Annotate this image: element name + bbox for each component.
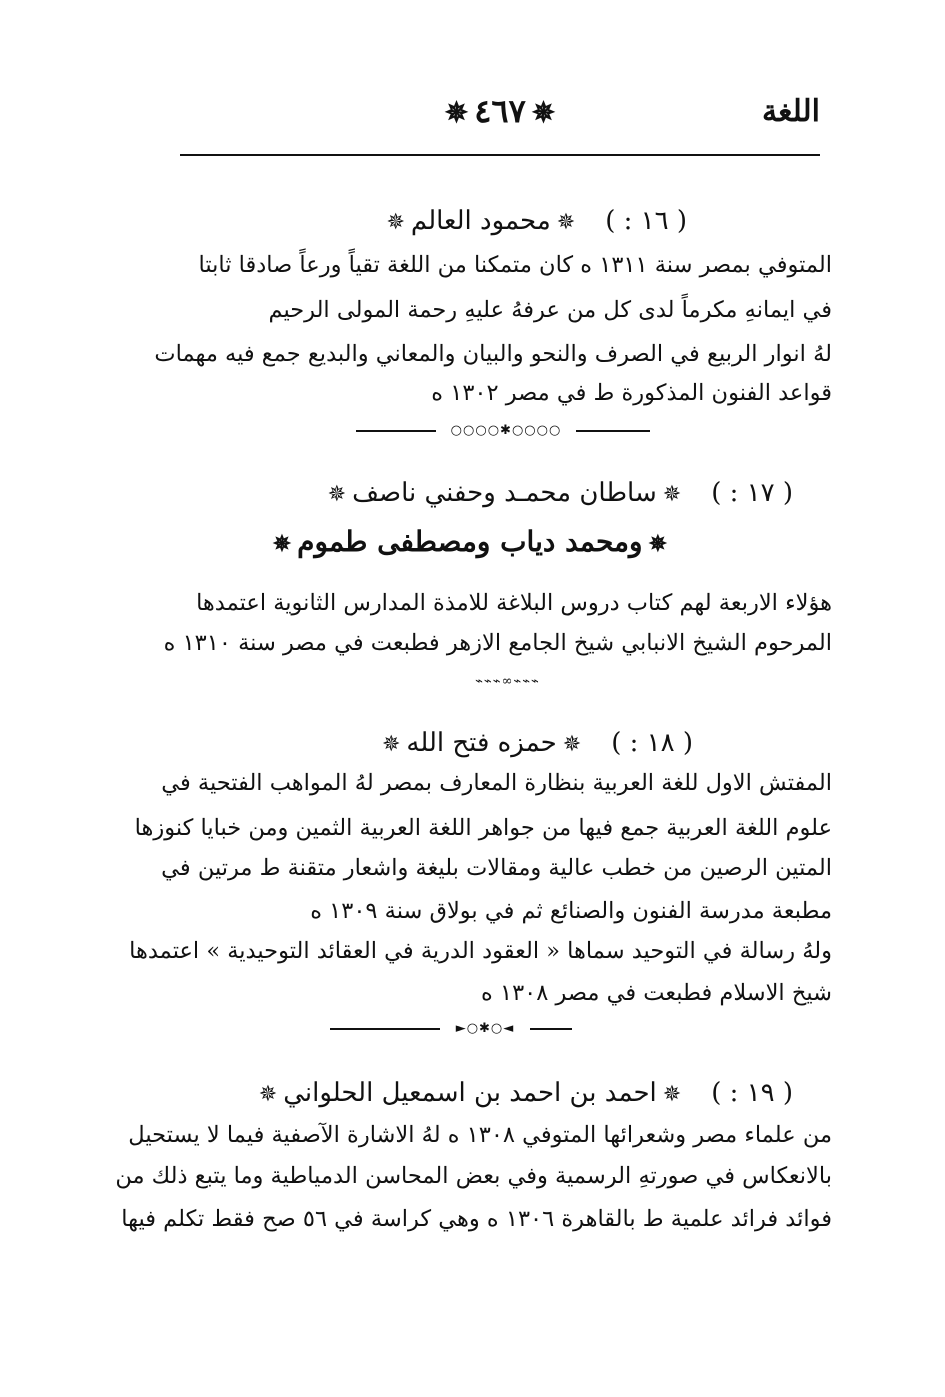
text-line: المفتش الاول للغة العربية بنظارة المعارف بمصر لهُ المواهب الفتحية في [161,770,832,796]
entry-number: ( ١٦ : ) [605,206,687,236]
text-line: هؤلاء الاربعة لهم كتاب دروس البلاغة للامذة المدارس الثانوية اعتمدها [196,590,832,616]
page-number-block [439,92,562,130]
header-rule [180,154,820,156]
star-ornament-icon: ✵ [562,732,582,757]
entry-heading-continued [267,525,673,558]
text-line: المتين الرصين من خطب عالية ومقالات بليغة واشعار متقنة ط مرتين في [161,855,832,881]
text-line: فوائد فرائد علمية ط بالقاهرة ١٣٠٦ ه وهي كراسة في ٥٦ صح فقط تكلم فيها [121,1206,832,1232]
page-number: ٤٦٧ [474,92,526,130]
section-divider: ►○✱○◄ [330,1022,572,1036]
entry-name: حمزه فتح الله [406,728,557,758]
text-line: ولهُ رسالة في التوحيد سماها « العقود الدرية في العقائد التوحيدية » اعتمدها [129,938,832,964]
entry-heading [322,478,793,508]
text-line: المرحوم الشيخ الانبابي شيخ الجامع الازهر فطبعت في مصر سنة ١٣١٠ ه [163,630,832,656]
star-ornament-icon: ✵ [531,96,556,129]
entry-number: ( ١٩ : ) [711,1078,793,1108]
entry-heading [376,728,693,758]
entry-name: ساطان محمـد وحفني ناصف [352,478,657,508]
entry-heading [253,1078,793,1108]
star-ornament-icon: ✵ [662,482,682,507]
text-line: علوم اللغة العربية جمع فيها من جواهر اللغة العربية الثمين ومن خبايا كنوزها [134,815,832,841]
star-ornament-icon: ✵ [556,210,576,235]
text-line: المتوفي بمصر سنة ١٣١١ ه كان متمكنا من اللغة تقياً ورعاً صادقا ثابتا [198,252,832,278]
entry-name-line2: ومحمد دياب ومصطفى طموم [297,525,643,558]
entry-heading [380,206,687,236]
text-line: شيخ الاسلام فطبعت في مصر ١٣٠٨ ه [481,980,832,1006]
section-divider: ○○○○✱○○○○ [356,424,650,438]
star-ornament-icon: ✵ [272,531,292,557]
star-ornament-icon: ✵ [327,482,347,507]
text-line: مطبعة مدرسة الفنون والصنائع ثم في بولاق سنة ١٣٠٩ ه [310,898,832,924]
star-ornament-icon: ✵ [662,1082,682,1107]
section-divider: ⌁⌁⌁∞⌁⌁⌁ [475,674,540,689]
star-ornament-icon: ✵ [386,210,405,235]
star-ornament-icon: ✵ [444,96,469,129]
entry-number: ( ١٨ : ) [611,728,693,758]
text-line: لهُ انوار الربيع في الصرف والنحو والبيان والمعاني والبديع جمع فيه مهمات [154,341,832,367]
running-header [180,92,820,142]
entry-name: محمود العالم [410,206,551,236]
star-ornament-icon: ✵ [258,1082,278,1107]
entry-name: احمد بن احمد بن اسمعيل الحلواني [283,1078,657,1108]
text-line: قواعد الفنون المذكورة ط في مصر ١٣٠٢ ه [431,380,832,406]
text-line: من علماء مصر وشعرائها المتوفي ١٣٠٨ ه لهُ الاشارة الآصفية فيما لا يستحيل [128,1122,832,1148]
text-line: في ايمانهِ مكرماً لدى كل من عرفهُ عليهِ رحمة المولى الرحيم [268,297,832,323]
entry-number: ( ١٧ : ) [711,478,793,508]
star-ornament-icon: ✵ [648,531,667,557]
star-ornament-icon: ✵ [381,732,401,757]
section-title: اللغة [762,94,820,129]
text-line: بالانعكاس في صورتهِ الرسمية وفي بعض المحاسن الدمياطية وما يتبع ذلك من [115,1163,832,1189]
